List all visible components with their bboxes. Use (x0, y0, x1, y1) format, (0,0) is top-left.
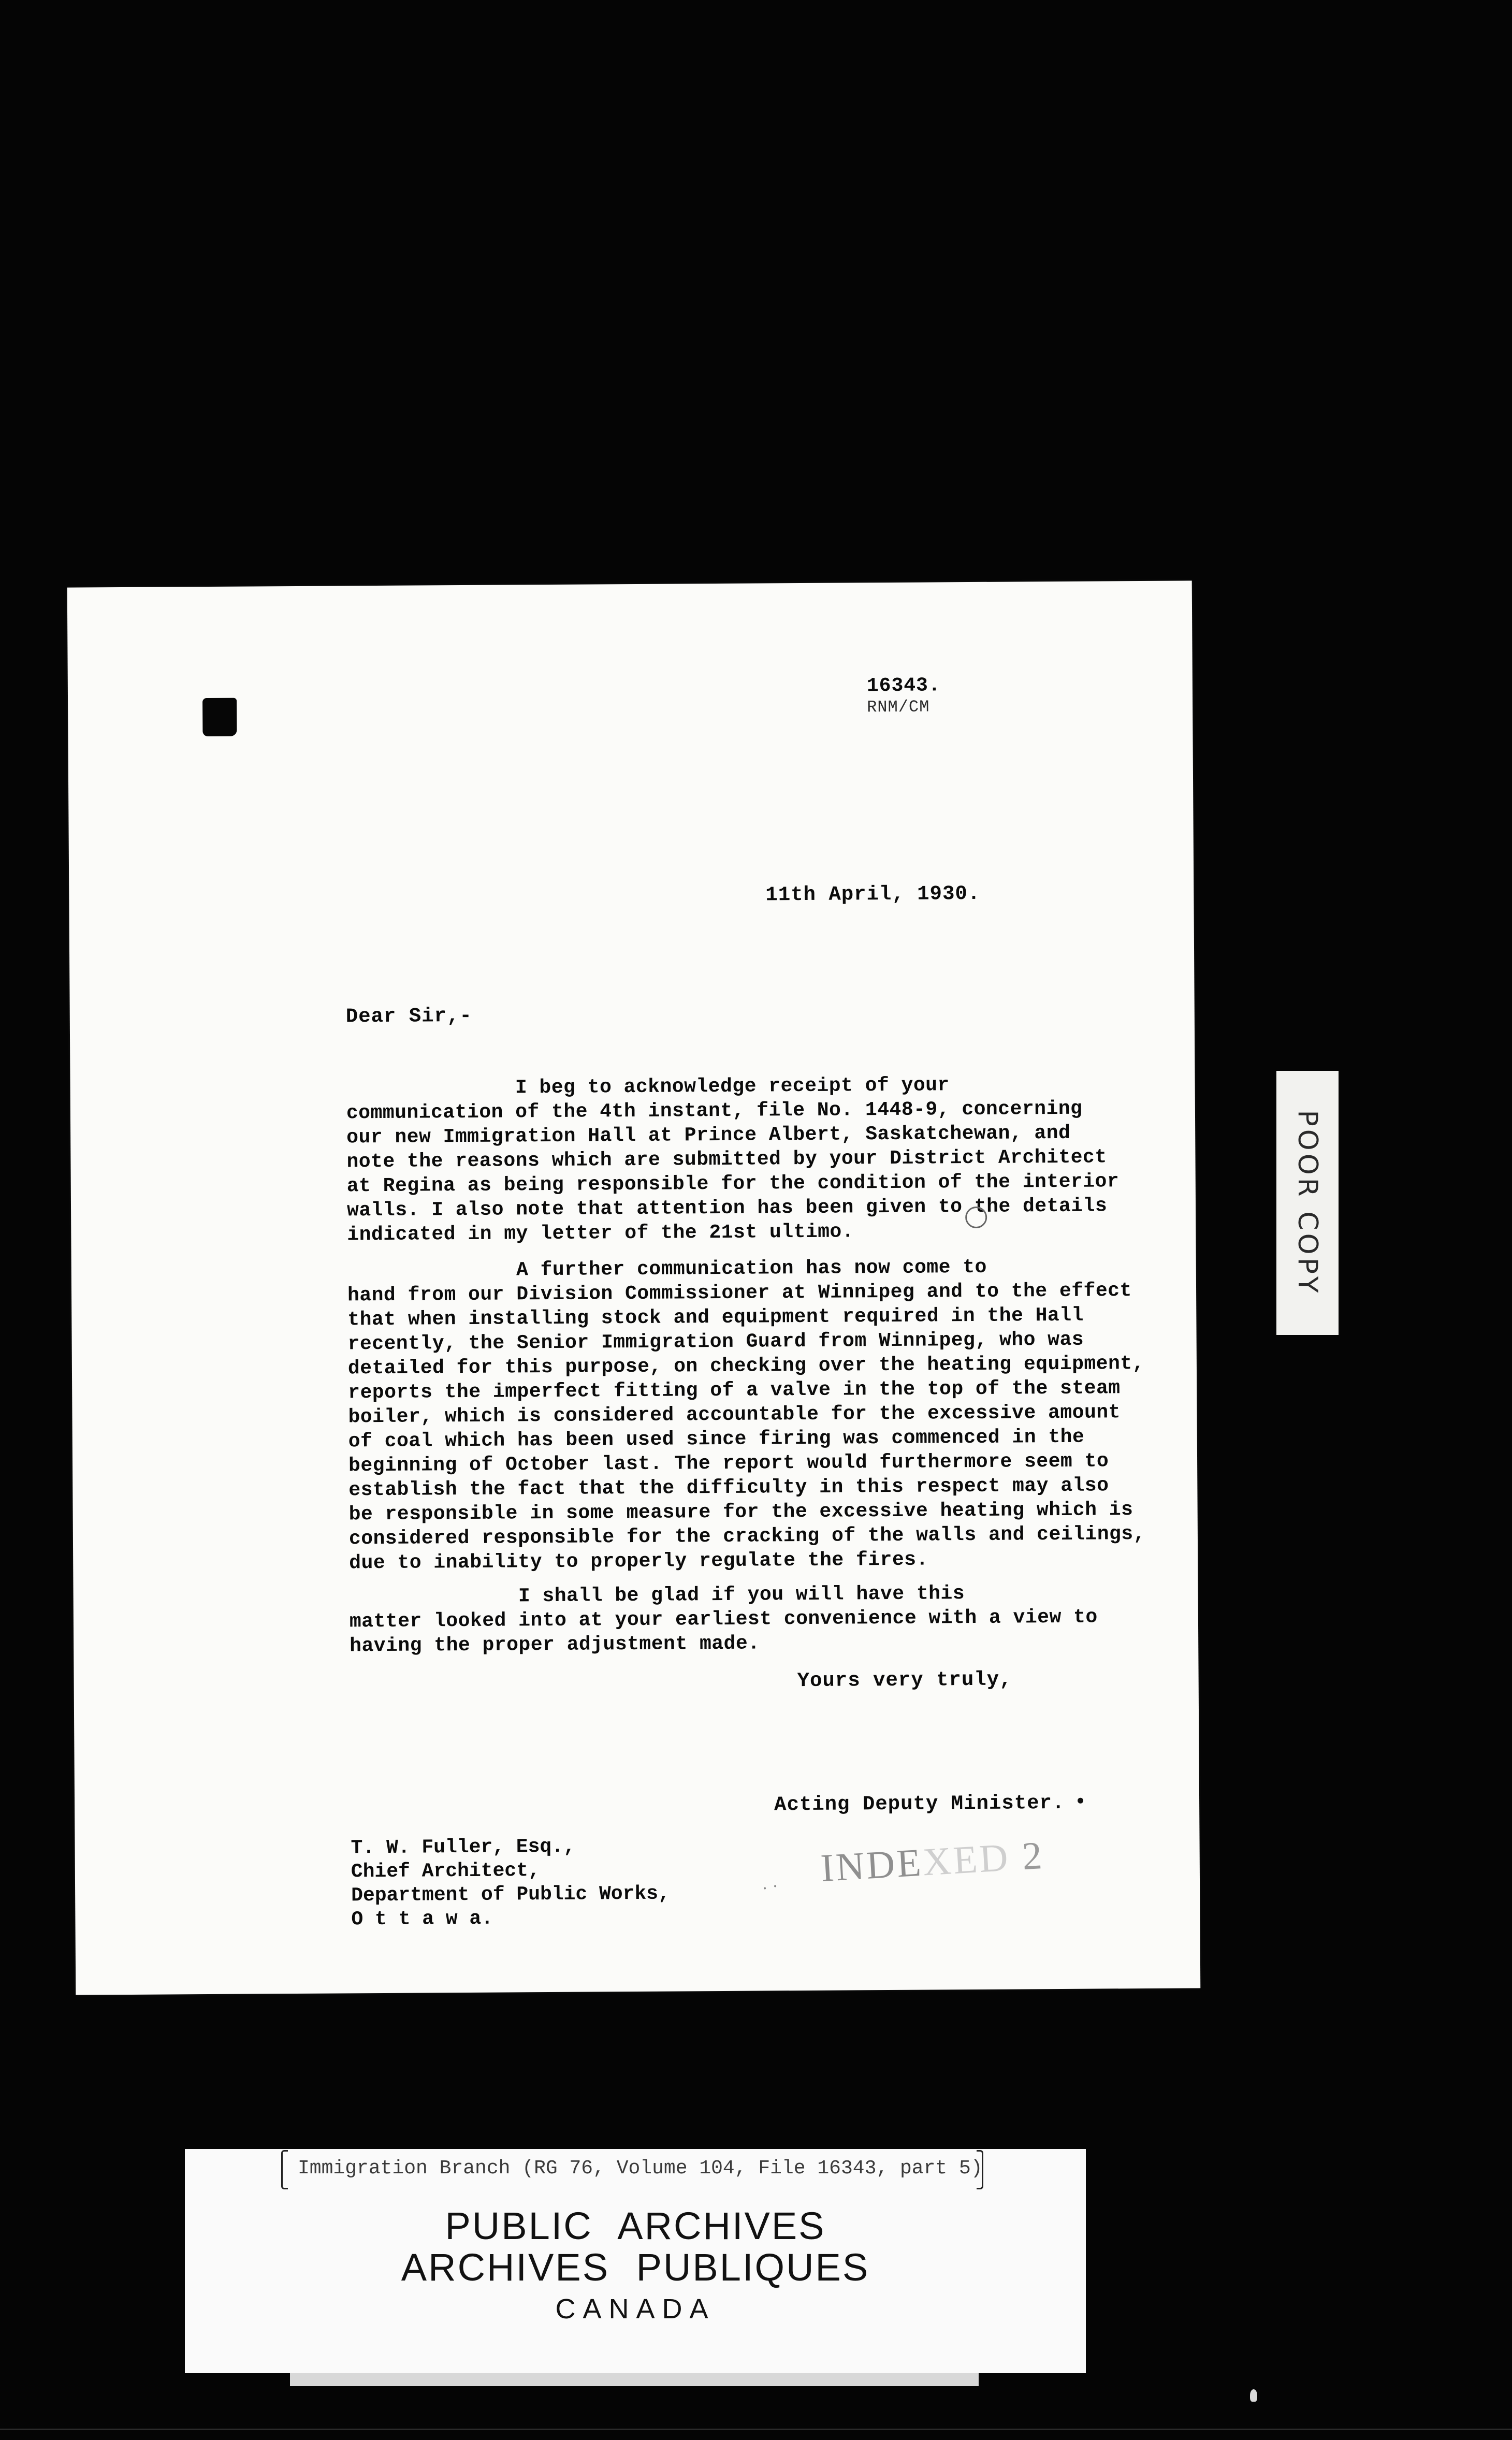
paragraph-line: that when installing stock and equipment required in the Hall (347, 1304, 1084, 1331)
paragraph-line: considered responsible for the cracking of the walls and ceilings, (348, 1522, 1146, 1550)
label-bottom-strip (290, 2373, 979, 2386)
handwritten-circle-mark (965, 1207, 987, 1228)
addressee-block (351, 1835, 670, 1932)
closing: Yours very truly, (797, 1668, 1012, 1693)
salutation: Dear Sir,- (345, 1004, 472, 1028)
paragraph-line: having the proper adjustment made. (350, 1632, 760, 1658)
ink-speck (764, 1887, 766, 1889)
ink-speck (774, 1885, 776, 1887)
paragraph-line: communication of the 4th instant, file No. 1448-9, concerning (346, 1097, 1083, 1125)
stamp-text: INDE (819, 1840, 924, 1891)
paragraph-line: matter looked into at your earliest convenience with a view to (349, 1606, 1098, 1633)
source-bracket-left (281, 2150, 288, 2189)
paragraph-line: be responsible in some measure for the excessive heating which is (348, 1499, 1133, 1526)
paragraph-line: walls. I also note that attention has been given to the details (346, 1195, 1108, 1222)
paragraph-line: at Regina as being responsible for the condition of the interior (346, 1170, 1120, 1198)
poor-copy-label: POOR COPY (1292, 1110, 1323, 1296)
punch-hole-mark (202, 698, 237, 736)
addressee-line: O t t a w a. (351, 1907, 493, 1931)
stamp-text-faded: XED (921, 1835, 1011, 1884)
paragraph-line: due to inability to properly regulate the fires. (349, 1548, 928, 1575)
paragraph-line: boiler, which is considered accountable for the excessive amount (348, 1401, 1121, 1429)
archives-title-english: PUBLIC ARCHIVES (445, 2204, 826, 2247)
archives-country: CANADA (555, 2293, 716, 2325)
indexed-stamp (820, 1833, 1045, 1891)
film-mark (1250, 2389, 1257, 2402)
archives-title-french: ARCHIVES PUBLIQUES (401, 2246, 870, 2289)
addressee-line: T. W. Fuller, Esq., (351, 1835, 576, 1860)
paragraph-line: I shall be glad if you will have this (349, 1582, 965, 1609)
letter-date: 11th April, 1930. (765, 882, 981, 907)
addressee-line: Chief Architect, (351, 1860, 540, 1883)
paragraph-line: note the reasons which are submitted by your District Architect (346, 1146, 1107, 1173)
stamp-digit: 2 (1021, 1833, 1045, 1879)
signature-title: Acting Deputy Minister. (774, 1791, 1065, 1817)
paragraph-line: recently, the Senior Immigration Guard from Winnipeg, who was (347, 1328, 1084, 1356)
paragraph-line: I beg to acknowledge receipt of your (346, 1074, 950, 1100)
paragraph-line: beginning of October last. The report would furthermore seem to (348, 1450, 1109, 1477)
addressee-line: Department of Public Works, (351, 1882, 670, 1907)
paragraph-report (347, 1254, 1146, 1575)
poor-copy-tab (1276, 1071, 1339, 1335)
file-number: 16343. (866, 674, 941, 698)
letter-sheet (67, 580, 1201, 1995)
paragraph-line: establish the fact that the difficulty in this respect may also (348, 1474, 1109, 1502)
ink-dot (1078, 1798, 1083, 1804)
paragraph-line: detailed for this purpose, on checking over the heating equipment, (347, 1352, 1145, 1380)
film-edge-line (0, 2429, 1512, 2430)
reference-initials: RNM/CM (867, 697, 930, 717)
paragraph-request (349, 1581, 1098, 1659)
paragraph-line: of coal which has been used since firing was commenced in the (348, 1426, 1085, 1453)
paragraph-line: indicated in my letter of the 21st ultimo. (347, 1221, 854, 1246)
source-reference: Immigration Branch (RG 76, Volume 104, File 16343, part 5) (298, 2157, 983, 2180)
paragraph-line: A further communication has now come to (347, 1256, 987, 1283)
paragraph-acknowledgement (346, 1072, 1119, 1247)
paragraph-line: reports the imperfect fitting of a valve in the top of the steam (348, 1377, 1121, 1404)
paragraph-line: our new Immigration Hall at Prince Albert, Saskatchewan, and (346, 1122, 1071, 1149)
paragraph-line: hand from our Division Commissioner at Winnipeg and to the effect (347, 1280, 1132, 1307)
